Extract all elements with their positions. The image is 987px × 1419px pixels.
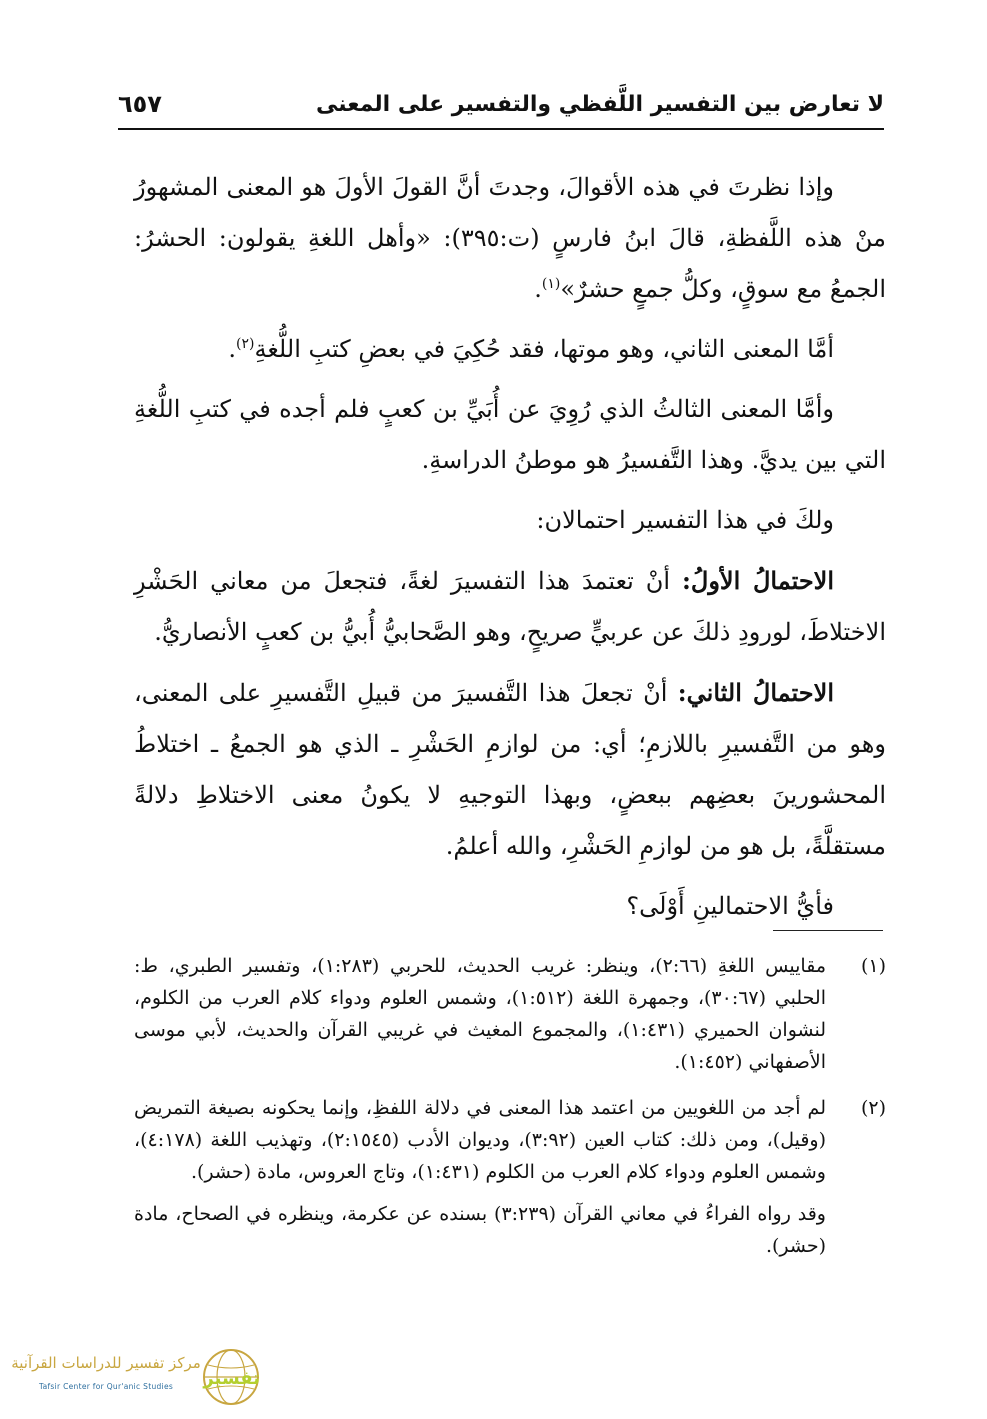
- logo-arabic-name: مركز تفسير للدراسات القرآنية: [11, 1354, 201, 1372]
- footnote-1-text: مقاييس اللغةِ (٢:٦٦)، وينظر: غريب الحديث، للحربي (١:٢٨٣)، وتفسير الطبري، ط: الحلبي (٣٠:٦٧)، وجمهرة اللغة (١:٥١٢)، وشمس العلوم ودواء كلام العرب من الكلوم، لنشوان الحميري (١:٤٣١)، والمجموع المغيث في غريبي القرآن والحديث، لأبي موسى الأصفهاني (١:٤٥٢).: [134, 955, 826, 1073]
- tafsir-center-logo: [0, 1346, 262, 1412]
- first-possibility-label: الاحتمالُ الأولُ:: [682, 566, 835, 595]
- footnote-separator: [773, 930, 883, 931]
- main-text: [134, 162, 886, 941]
- footnote-2-continuation: وقد رواه الفراءُ في معاني القرآن (٣:٢٣٩) بسنده عن عكرمة، وينظره في الصحاح، مادة (حشر).: [134, 1203, 826, 1257]
- logo-english-name: Tafsir Center for Qur'anic Studies: [38, 1382, 174, 1391]
- footnote-ref-2: (٢): [236, 336, 255, 352]
- paragraph-1-text: وإذا نظرتَ في هذه الأقوالَ، وجدتَ أنَّ القولَ الأولَ هو المعنى المشهورُ منْ هذه اللَّفظةِ، قالَ ابنُ فارسٍ (ت:٣٩٥): «وأهل اللغةِ يقولون: الحشرُ: الجمعُ مع سوقٍ، وكلُّ جمعٍ حشرٌ»: [134, 173, 886, 303]
- first-possibility-text: أنْ تعتمدَ هذا التفسيرَ لغةً، فتجعلَ من معاني الحَشْرِ الاختلاطَ، لورودِ ذلكَ عن عربيٍّ صريحٍ، وهو الصَّحابيُّ أُبيُّ بن كعبٍ الأنصاريُّ.: [134, 567, 886, 646]
- paragraph-question: فأيُّ الاحتمالينِ أَوْلَى؟: [626, 892, 834, 920]
- paragraph-2-text: أمَّا المعنى الثاني، وهو موتها، فقد حُكِيَ في بعضِ كتبِ اللُّغةِ: [254, 335, 834, 363]
- running-header: [118, 88, 884, 130]
- footnote-1: [134, 950, 886, 1078]
- paragraph-4: ولكَ في هذا التفسير احتمالان:: [536, 506, 834, 534]
- paragraph-1: [134, 162, 886, 315]
- logo-emblem-word: تفسير: [203, 1368, 260, 1389]
- footnote-2: [134, 1092, 886, 1188]
- second-possibility-text: أنْ تجعلَ هذا التَّفسيرَ من قبيلِ التَّفسيرِ على المعنى، وهو من التَّفسيرِ باللازمِ؛ أي: من لوازمِ الحَشْرِ ـ الذي هو الجمعُ ـ اختلاطُ المحشورينَ بعضِهم ببعضٍ، وبهذا التوجيهِ لا يكونُ معنى الاختلاطِ دلالةً مستقلَّةً، بل هو من لوازمِ الحَشْرِ، والله أعلمُ.: [134, 679, 886, 860]
- paragraph-2-end: .: [228, 335, 237, 363]
- paragraph-3: وأمَّا المعنى الثالثُ الذي رُوِيَ عن أُبَيِّ بن كعبٍ فلم أجده في كتبِ اللُّغةِ التي بين يديَّ. وهذا التَّفسيرُ هو موطنُ الدراسةِ.: [134, 395, 886, 474]
- paragraph-second-possibility: [134, 667, 886, 872]
- running-title: لا تعارض بين التفسير اللَّفظي والتفسير على المعنى: [315, 92, 884, 117]
- footnotes: [134, 950, 886, 1262]
- paragraph-1-end: .: [534, 275, 542, 303]
- footnote-2-text: لم أجد من اللغويين من اعتمد هذا المعنى في دلالة اللفظِ، وإنما يحكونه بصيغة التمريض (وقيل)، ومن ذلك: كتاب العين (٣:٩٢)، وديوان الأدب (٢:١٥٤٥)، وتهذيب اللغة (٤:١٧٨)، وشمس العلوم ودواء كلام العرب من الكلوم (١:٤٣١)، وتاج العروس، مادة (حشر).: [134, 1097, 826, 1183]
- page-number: ٦٥٧: [118, 90, 162, 118]
- footnote-1-number: (١): [860, 955, 886, 977]
- paragraph-2: [134, 324, 886, 375]
- paragraph-first-possibility: [134, 555, 886, 658]
- second-possibility-label: الاحتمالُ الثاني:: [677, 678, 834, 707]
- footnote-2-number: (٢): [860, 1097, 886, 1119]
- footnote-ref-1: (١): [541, 276, 561, 292]
